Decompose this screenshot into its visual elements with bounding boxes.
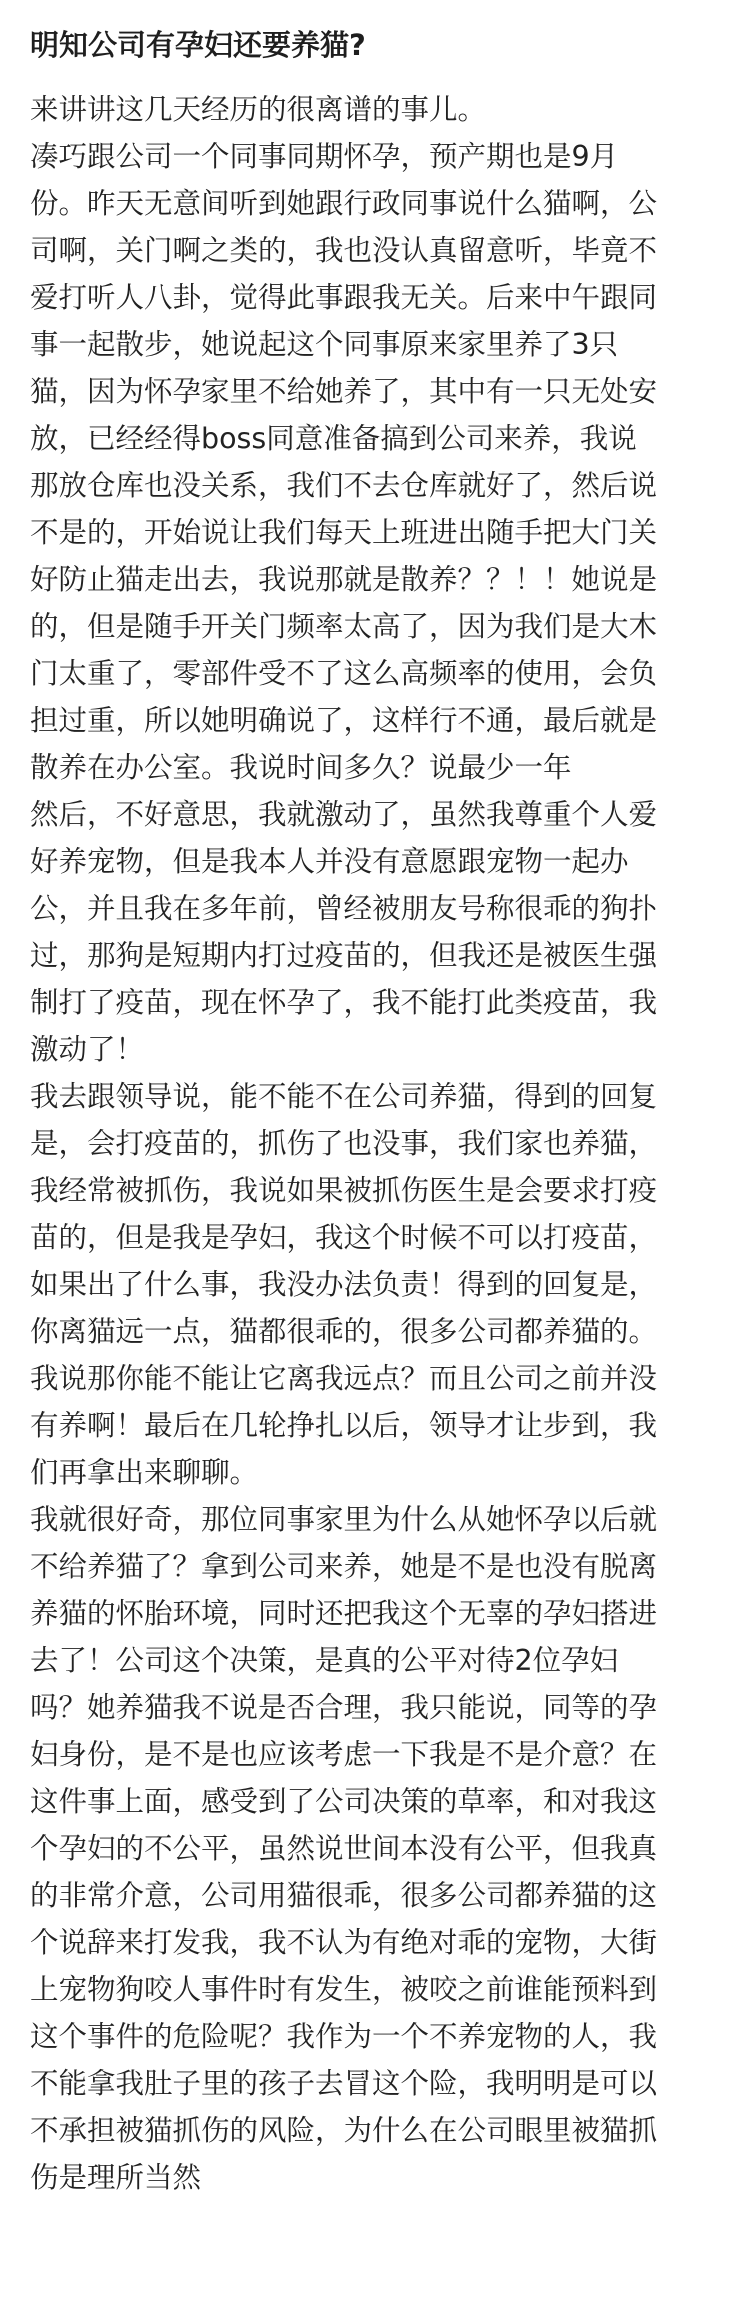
body-text-line: 有养啊！最后在几轮挣扎以后，领导才让步到，我 bbox=[30, 1409, 658, 1442]
body-text-line: 那放仓库也没关系，我们不去仓库就好了，然后说 bbox=[30, 469, 658, 502]
body-text-line: 上宠物狗咬人事件时有发生，被咬之前谁能预料到 bbox=[30, 1973, 658, 2006]
body-text-line: 好防止猫走出去，我说那就是散养？？！！她说是 bbox=[30, 563, 658, 596]
post-title: 明知公司有孕妇还要养猫? bbox=[30, 28, 366, 62]
body-text-line: 公，并且我在多年前，曾经被朋友号称很乖的狗扑 bbox=[30, 892, 658, 925]
body-text-line: 份。昨天无意间听到她跟行政同事说什么猫啊，公 bbox=[30, 187, 658, 220]
body-text-line: 不是的，开始说让我们每天上班进出随手把大门关 bbox=[30, 516, 658, 549]
post-body bbox=[30, 86, 730, 2201]
body-text-line: 养猫的怀胎环境，同时还把我这个无辜的孕妇搭进 bbox=[30, 1597, 658, 1630]
body-text-line: 来讲讲这几天经历的很离谱的事儿。 bbox=[30, 93, 487, 126]
body-text-line: 我去跟领导说，能不能不在公司养猫，得到的回复 bbox=[30, 1080, 658, 1113]
body-text-line: 吗？她养猫我不说是否合理，我只能说，同等的孕 bbox=[30, 1691, 658, 1724]
body-text-line: 好养宠物，但是我本人并没有意愿跟宠物一起办 bbox=[30, 845, 629, 878]
body-text-line: 过，那狗是短期内打过疫苗的，但我还是被医生强 bbox=[30, 939, 658, 972]
body-text-line: 的，但是随手开关门频率太高了，因为我们是大木 bbox=[30, 610, 658, 643]
body-text-line: 爱打听人八卦，觉得此事跟我无关。后来中午跟同 bbox=[30, 281, 658, 314]
body-text-line: 制打了疫苗，现在怀孕了，我不能打此类疫苗，我 bbox=[30, 986, 658, 1019]
body-text-line: 门太重了，零部件受不了这么高频率的使用，会负 bbox=[30, 657, 658, 690]
body-text-line: 苗的，但是我是孕妇，我这个时候不可以打疫苗， bbox=[30, 1221, 658, 1254]
body-text-line: 去了！公司这个决策，是真的公平对待2位孕妇 bbox=[30, 1644, 619, 1677]
body-text-line: 你离猫远一点，猫都很乖的，很多公司都养猫的。 bbox=[30, 1315, 658, 1348]
body-text-line: 我说那你能不能让它离我远点？而且公司之前并没 bbox=[30, 1362, 658, 1395]
body-text-line: 们再拿出来聊聊。 bbox=[30, 1456, 259, 1489]
body-text-line: 这件事上面，感受到了公司决策的草率，和对我这 bbox=[30, 1785, 658, 1818]
body-text-line: 不承担被猫抓伤的风险，为什么在公司眼里被猫抓 bbox=[30, 2114, 658, 2147]
body-text-line: 我就很好奇，那位同事家里为什么从她怀孕以后就 bbox=[30, 1503, 658, 1536]
body-text-line: 猫，因为怀孕家里不给她养了，其中有一只无处安 bbox=[30, 375, 658, 408]
body-text-line: 我经常被抓伤，我说如果被抓伤医生是会要求打疫 bbox=[30, 1174, 658, 1207]
body-text-line: 事一起散步，她说起这个同事原来家里养了3只 bbox=[30, 328, 619, 361]
body-text-line: 司啊，关门啊之类的，我也没认真留意听，毕竟不 bbox=[30, 234, 658, 267]
body-text-line: 放，已经经得boss同意准备搞到公司来养，我说 bbox=[30, 422, 637, 455]
body-text-line: 激动了！ bbox=[30, 1033, 145, 1066]
body-text-line: 不能拿我肚子里的孩子去冒这个险，我明明是可以 bbox=[30, 2067, 658, 2100]
body-text-line: 个孕妇的不公平，虽然说世间本没有公平，但我真 bbox=[30, 1832, 658, 1865]
body-text-line: 然后，不好意思，我就激动了，虽然我尊重个人爱 bbox=[30, 798, 658, 831]
body-text-line: 凑巧跟公司一个同事同期怀孕，预产期也是9月 bbox=[30, 140, 619, 173]
body-text-line: 如果出了什么事，我没办法负责！得到的回复是， bbox=[30, 1268, 658, 1301]
body-text-line: 个说辞来打发我，我不认为有绝对乖的宠物，大街 bbox=[30, 1926, 658, 1959]
body-text-line: 的非常介意，公司用猫很乖，很多公司都养猫的这 bbox=[30, 1879, 658, 1912]
body-text-line: 散养在办公室。我说时间多久？说最少一年 bbox=[30, 751, 572, 784]
body-text-line: 伤是理所当然 bbox=[30, 2161, 202, 2194]
body-text-line: 是，会打疫苗的，抓伤了也没事，我们家也养猫， bbox=[30, 1127, 658, 1160]
body-text-line: 担过重，所以她明确说了，这样行不通，最后就是 bbox=[30, 704, 658, 737]
body-text-line: 这个事件的危险呢？我作为一个不养宠物的人，我 bbox=[30, 2020, 658, 2053]
body-text-line: 不给养猫了？拿到公司来养，她是不是也没有脱离 bbox=[30, 1550, 658, 1583]
body-text-line: 妇身份，是不是也应该考虑一下我是不是介意？在 bbox=[30, 1738, 658, 1771]
